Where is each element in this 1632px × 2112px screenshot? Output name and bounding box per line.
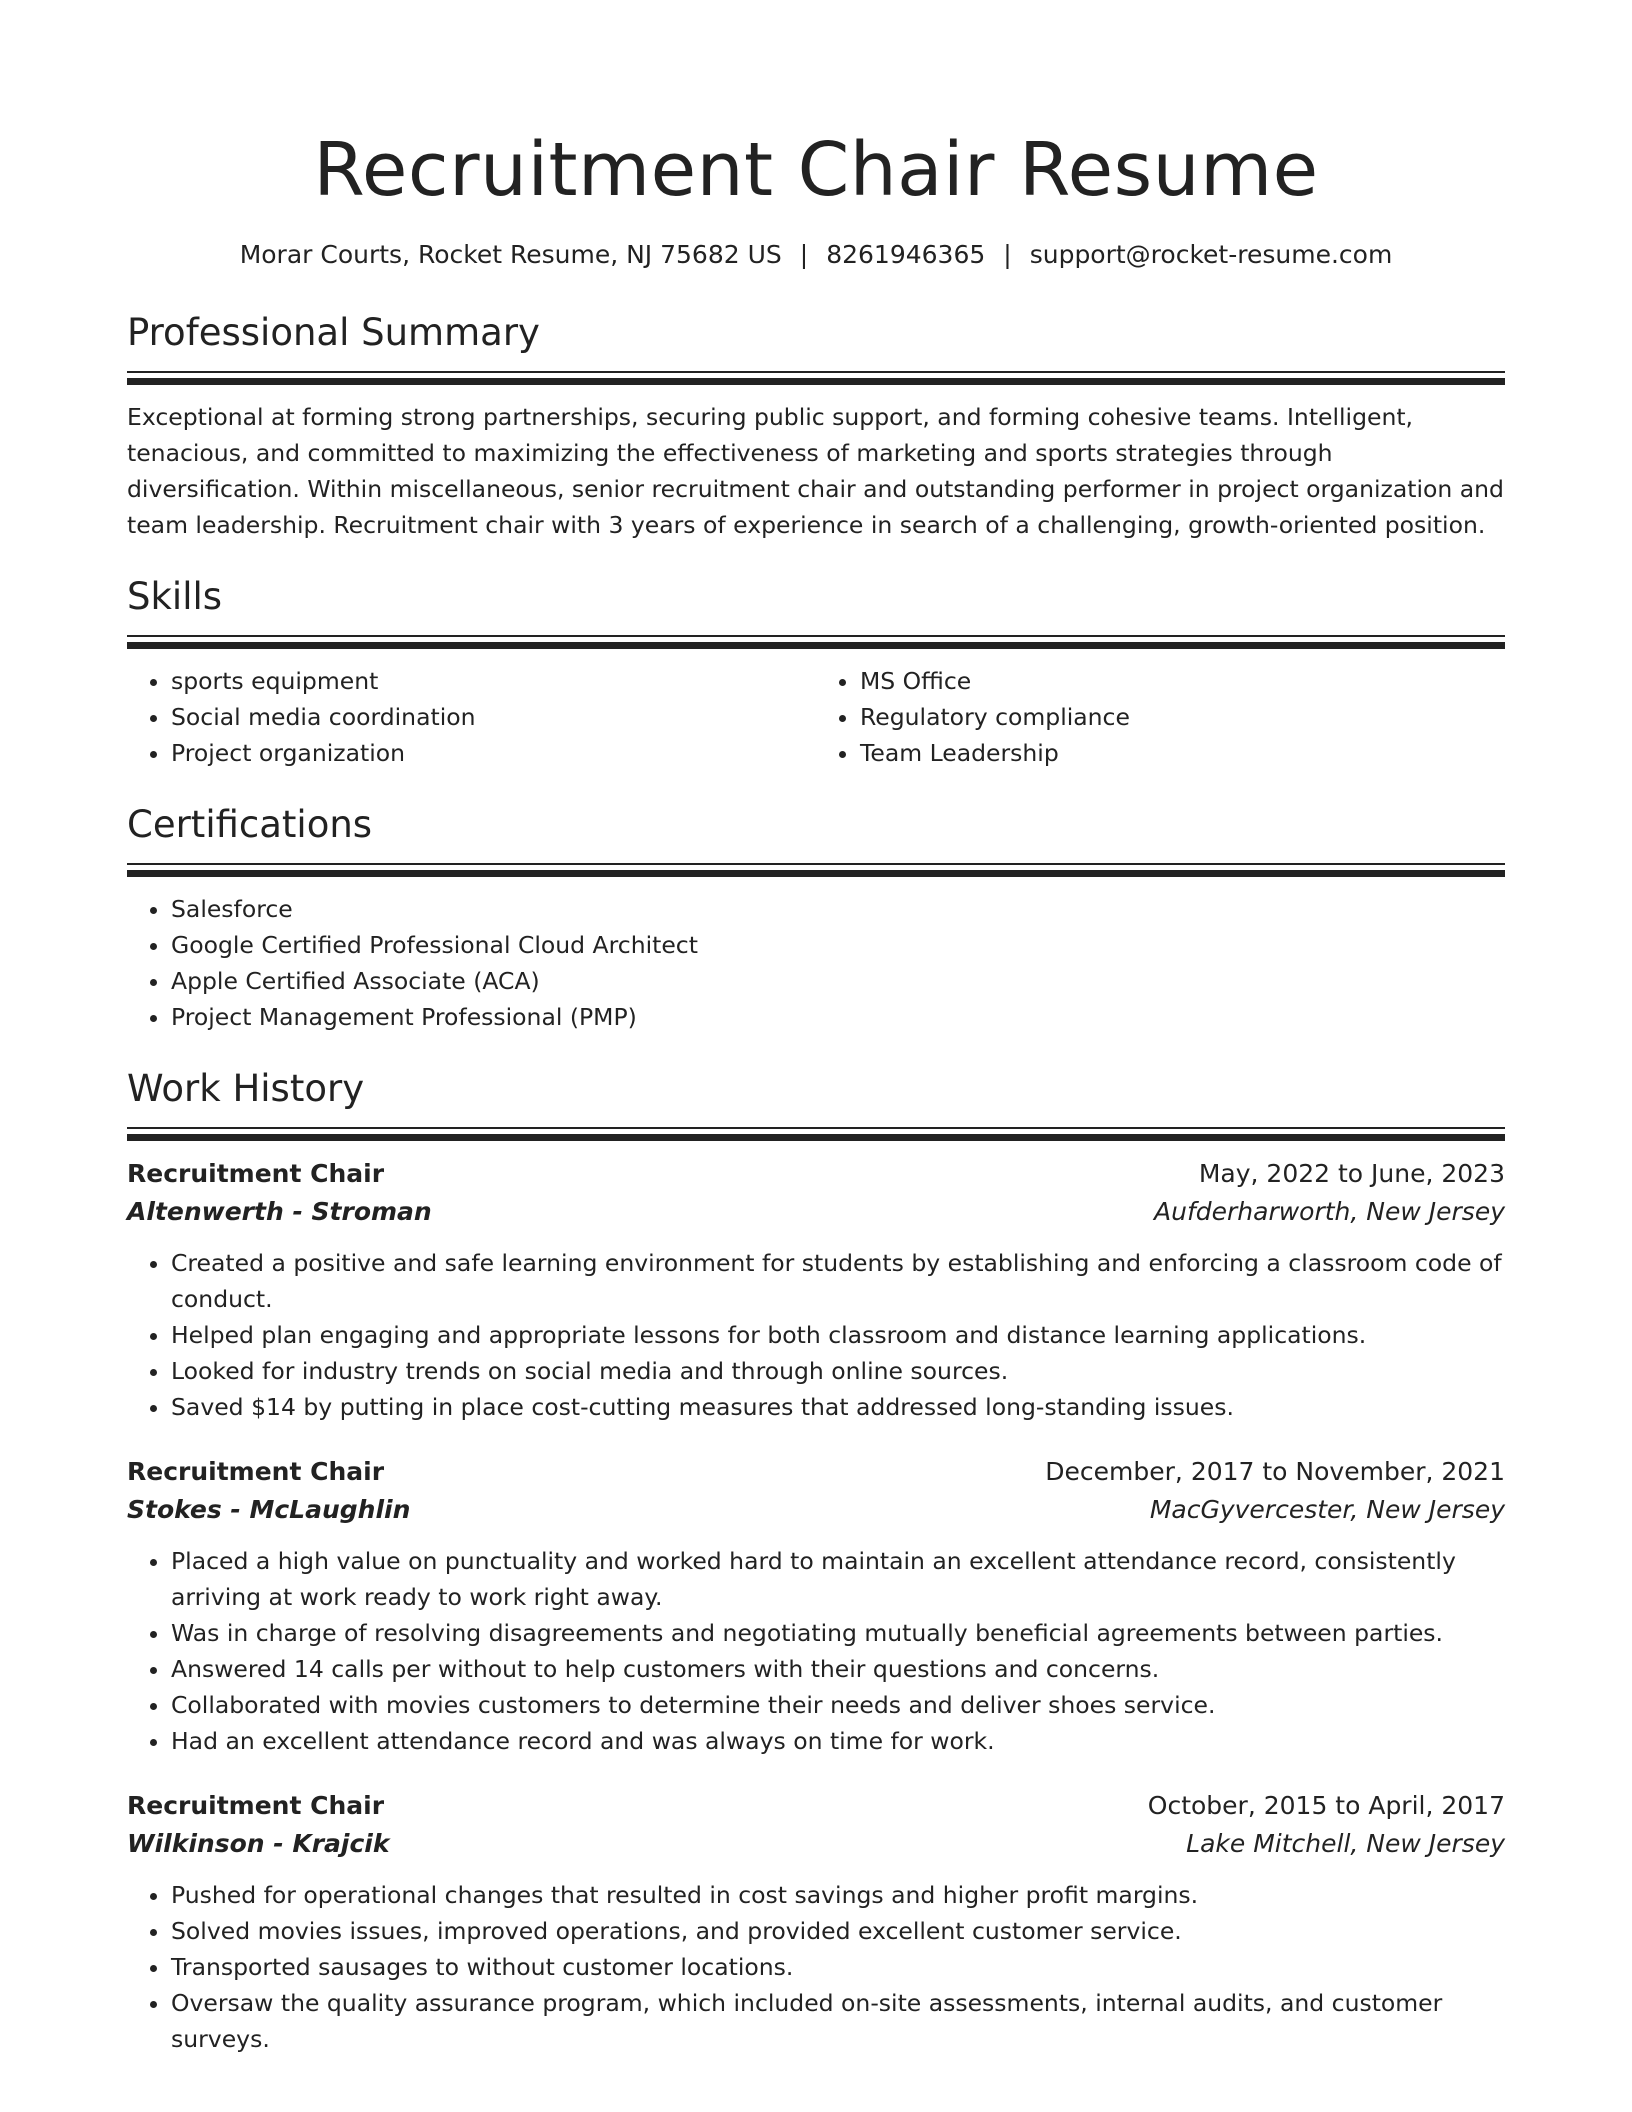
job-location: Aufderharworth, New Jersey xyxy=(1154,1197,1505,1226)
job-bullet: • Placed a high value on punctuality and worked hard to maintain an excellent attendance record, consistently arriving at work ready to work right away. xyxy=(171,1543,1505,1615)
job-bullet: • Saved $14 by putting in place cost-cutting measures that addressed long-standing issues. xyxy=(171,1389,1505,1425)
certification-item: • Project Management Professional (PMP) xyxy=(171,999,1505,1035)
job-company: Altenwerth - Stroman xyxy=(127,1197,432,1226)
skills-column-right xyxy=(816,663,1505,771)
summary-heading: Professional Summary xyxy=(127,311,540,354)
certifications-section xyxy=(127,801,1505,1035)
skill-item: • Social media coordination xyxy=(171,699,816,735)
job-bullet: • Transported sausages to without customer locations. xyxy=(171,1949,1505,1985)
job-bullet: • Created a positive and safe learning environment for students by establishing and enforcing a classroom code of conduct. xyxy=(171,1245,1505,1317)
skill-item: • MS Office xyxy=(860,663,1505,699)
skills-grid xyxy=(127,663,1505,771)
job-bullet: • Helped plan engaging and appropriate lessons for both classroom and distance learning applications. xyxy=(171,1317,1505,1353)
work-history-section xyxy=(127,1065,1505,2057)
skill-item: • Regulatory compliance xyxy=(860,699,1505,735)
certification-item: • Apple Certified Associate (ACA) xyxy=(171,963,1505,999)
certifications-heading: Certifications xyxy=(127,803,373,846)
certification-item: • Google Certified Professional Cloud Architect xyxy=(171,927,1505,963)
job-bullet: • Answered 14 calls per without to help customers with their questions and concerns. xyxy=(171,1651,1505,1687)
work-history-heading: Work History xyxy=(127,1067,365,1110)
job-bullet: • Solved movies issues, improved operations, and provided excellent customer service. xyxy=(171,1913,1505,1949)
skills-section xyxy=(127,573,1505,771)
job-title: Recruitment Chair xyxy=(127,1159,385,1188)
job-entry xyxy=(127,1453,1505,1759)
job-bullet: • Looked for industry trends on social media and through online sources. xyxy=(171,1353,1505,1389)
certifications-list xyxy=(127,891,1505,1035)
skill-item: • sports equipment xyxy=(171,663,816,699)
summary-section xyxy=(127,309,1505,543)
job-location: Lake Mitchell, New Jersey xyxy=(1186,1829,1505,1858)
job-dates: December, 2017 to November, 2021 xyxy=(1045,1457,1505,1486)
section-divider xyxy=(127,371,1505,387)
job-header-row xyxy=(127,1787,1505,1825)
contact-phone: 8261946365 xyxy=(826,240,986,269)
job-title: Recruitment Chair xyxy=(127,1791,385,1820)
contact-line xyxy=(127,239,1505,271)
skill-item: • Team Leadership xyxy=(860,735,1505,771)
job-company: Wilkinson - Krajcik xyxy=(127,1829,390,1858)
job-dates: October, 2015 to April, 2017 xyxy=(1147,1791,1505,1820)
job-header-row xyxy=(127,1155,1505,1193)
section-divider xyxy=(127,635,1505,651)
job-bullet: • Was in charge of resolving disagreements and negotiating mutually beneficial agreements between parties. xyxy=(171,1615,1505,1651)
skills-heading: Skills xyxy=(127,575,223,618)
resume-title: Recruitment Chair Resume xyxy=(313,127,1319,213)
summary-text: Exceptional at forming strong partnerships, securing public support, and forming cohesive teams. Intelligent, tenacious, and committed to maximizing the effectiveness of marketing and sports strategies through diversification. Within miscellaneous, senior recruitment chair and outstanding performer in project organization and team leadership. Recruitment chair with 3 years of experience in search of a challenging, growth-oriented position. xyxy=(127,403,1504,539)
job-subheader-row xyxy=(127,1491,1505,1529)
certification-item: • Salesforce xyxy=(171,891,1505,927)
job-dates: May, 2022 to June, 2023 xyxy=(1198,1159,1505,1188)
job-company: Stokes - McLaughlin xyxy=(127,1495,411,1524)
job-header-row xyxy=(127,1453,1505,1491)
job-entry xyxy=(127,1787,1505,2057)
job-bullets xyxy=(127,1245,1505,1425)
job-title: Recruitment Chair xyxy=(127,1457,385,1486)
job-subheader-row xyxy=(127,1193,1505,1231)
job-entry xyxy=(127,1155,1505,1425)
job-location: MacGyvercester, New Jersey xyxy=(1149,1495,1505,1524)
job-bullets xyxy=(127,1543,1505,1759)
section-divider xyxy=(127,1127,1505,1143)
job-bullets xyxy=(127,1877,1505,2057)
skill-item: • Project organization xyxy=(171,735,816,771)
skills-column-left xyxy=(127,663,816,771)
job-subheader-row xyxy=(127,1825,1505,1863)
contact-email: support@rocket-resume.com xyxy=(1029,240,1393,269)
job-bullet: • Oversaw the quality assurance program, which included on-site assessments, internal audits, and customer surveys. xyxy=(171,1985,1505,2057)
job-bullet: • Had an excellent attendance record and was always on time for work. xyxy=(171,1723,1505,1759)
contact-address: Morar Courts, Rocket Resume, NJ 75682 US xyxy=(239,240,782,269)
job-bullet: • Collaborated with movies customers to determine their needs and deliver shoes service. xyxy=(171,1687,1505,1723)
section-divider xyxy=(127,863,1505,879)
contact-separator: | xyxy=(799,240,809,269)
contact-separator: | xyxy=(1003,240,1012,269)
job-bullet: • Pushed for operational changes that resulted in cost savings and higher profit margins. xyxy=(171,1877,1505,1913)
